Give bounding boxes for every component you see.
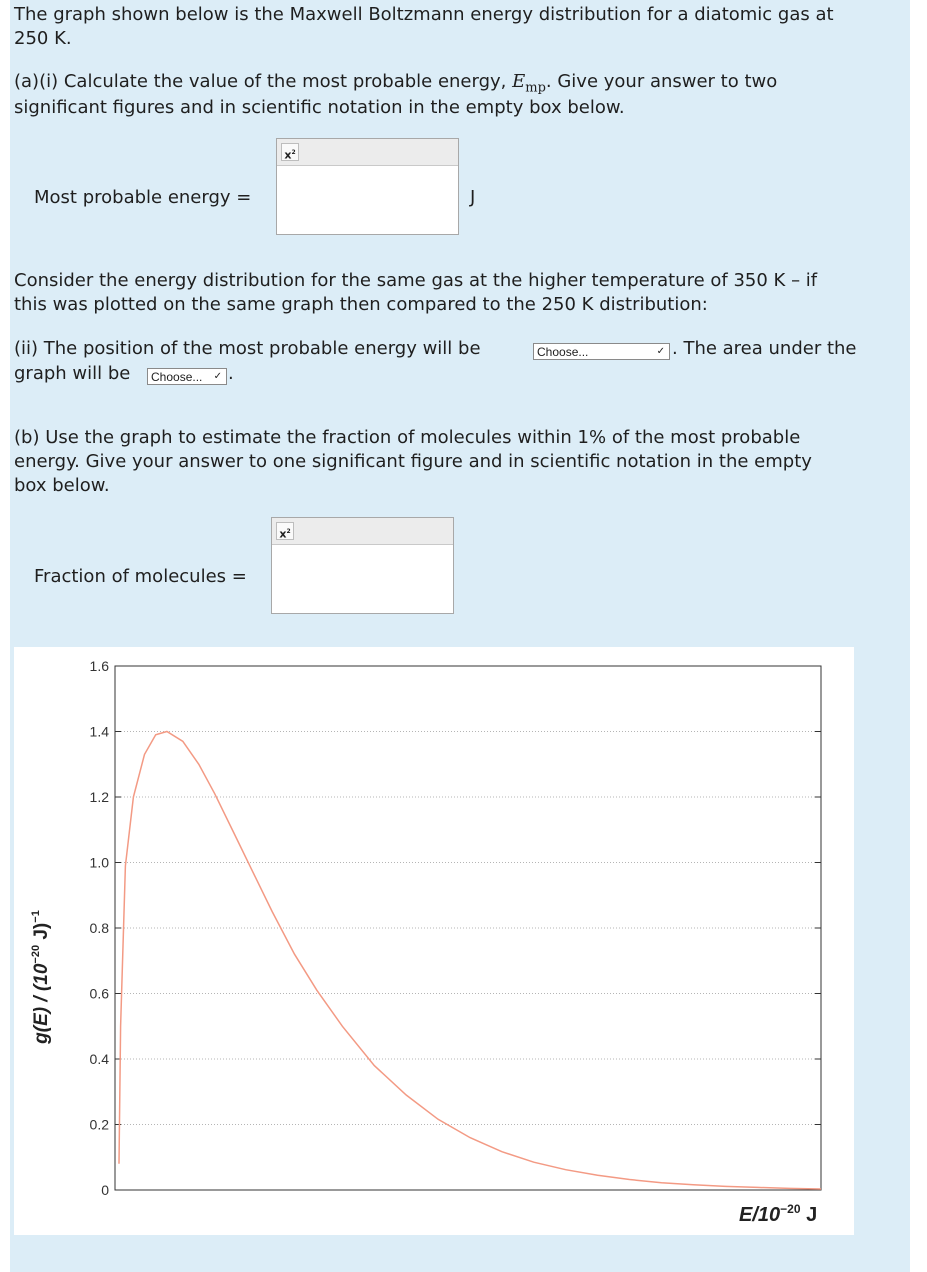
- area-under-graph-select[interactable]: Choose... ✓: [147, 368, 227, 385]
- consider-text-line2: this was plotted on the same graph then compared to the 250 K distribution:: [14, 294, 708, 315]
- y-tick-label: 1.2: [89, 789, 109, 805]
- y-tick-label: 1.6: [89, 658, 109, 674]
- fraction-of-molecules-label: Fraction of molecules =: [34, 566, 247, 587]
- most-probable-energy-label: Most probable energy =: [34, 187, 252, 208]
- equation-toolbar: [277, 139, 458, 166]
- y-tick-label: 0.8: [89, 920, 109, 936]
- question-a-i-text: (a)(i) Calculate the value of the most probable energy,: [14, 71, 513, 92]
- question-b-line1: (b) Use the graph to estimate the fraction of molecules within 1% of the most probable: [14, 427, 801, 448]
- y-tick-label: 1.0: [89, 854, 109, 871]
- superscript-x-icon[interactable]: $x^2$: [281, 143, 299, 161]
- energy-unit-label: J: [470, 187, 476, 208]
- fraction-answer-box: [271, 517, 454, 614]
- most-probable-energy-input[interactable]: [277, 166, 458, 234]
- distribution-chart-svg: [14, 647, 854, 1235]
- distribution-graph: [14, 647, 854, 1235]
- y-axis-label: $g(E) / (10^{-20}$ J)$^{-1}$: [30, 910, 52, 1044]
- question-a-ii-end: .: [228, 363, 234, 384]
- x-axis-label: $E/10^{-20}$ J: [739, 1202, 818, 1226]
- y-tick-label: 0.2: [89, 1116, 109, 1133]
- most-probable-position-select[interactable]: Choose... ✓: [533, 343, 670, 360]
- chevron-down-icon: ✓: [656, 346, 665, 357]
- intro-text-line1: The graph shown below is the Maxwell Boltzmann energy distribution for a diatomic gas at: [14, 4, 834, 25]
- question-a-i-text-end: . Give your answer to two: [545, 71, 778, 92]
- distribution-curve: [119, 732, 821, 1190]
- superscript-x-icon[interactable]: $x^2$: [276, 522, 294, 540]
- y-tick-label: 0.4: [89, 1051, 109, 1067]
- emp-symbol: $E_{mp}$: [512, 71, 546, 96]
- chevron-down-icon: ✓: [213, 371, 222, 382]
- question-b-line2: energy. Give your answer to one significant figure and in scientific notation in the empty: [14, 451, 812, 472]
- equation-toolbar: [272, 518, 453, 545]
- most-probable-energy-answer-box: [276, 138, 459, 235]
- question-b-line3: box below.: [14, 475, 110, 496]
- intro-text-line2: 250 K.: [14, 28, 72, 49]
- y-tick-label: 0.6: [89, 985, 109, 1002]
- question-a-ii-text-mid: . The area under the: [672, 338, 857, 359]
- consider-text-line1: Consider the energy distribution for the same gas at the higher temperature of 350 K – if: [14, 270, 818, 291]
- question-a-ii-text: (ii) The position of the most probable energy will be: [14, 338, 481, 359]
- y-tick-label: 0: [101, 1182, 109, 1198]
- y-tick-label: 1.4: [89, 723, 109, 740]
- fraction-of-molecules-input[interactable]: [272, 545, 453, 613]
- question-a-ii-line2: graph will be: [14, 363, 131, 384]
- question-a-i-line2: significant figures and in scientific notation in the empty box below.: [14, 97, 625, 118]
